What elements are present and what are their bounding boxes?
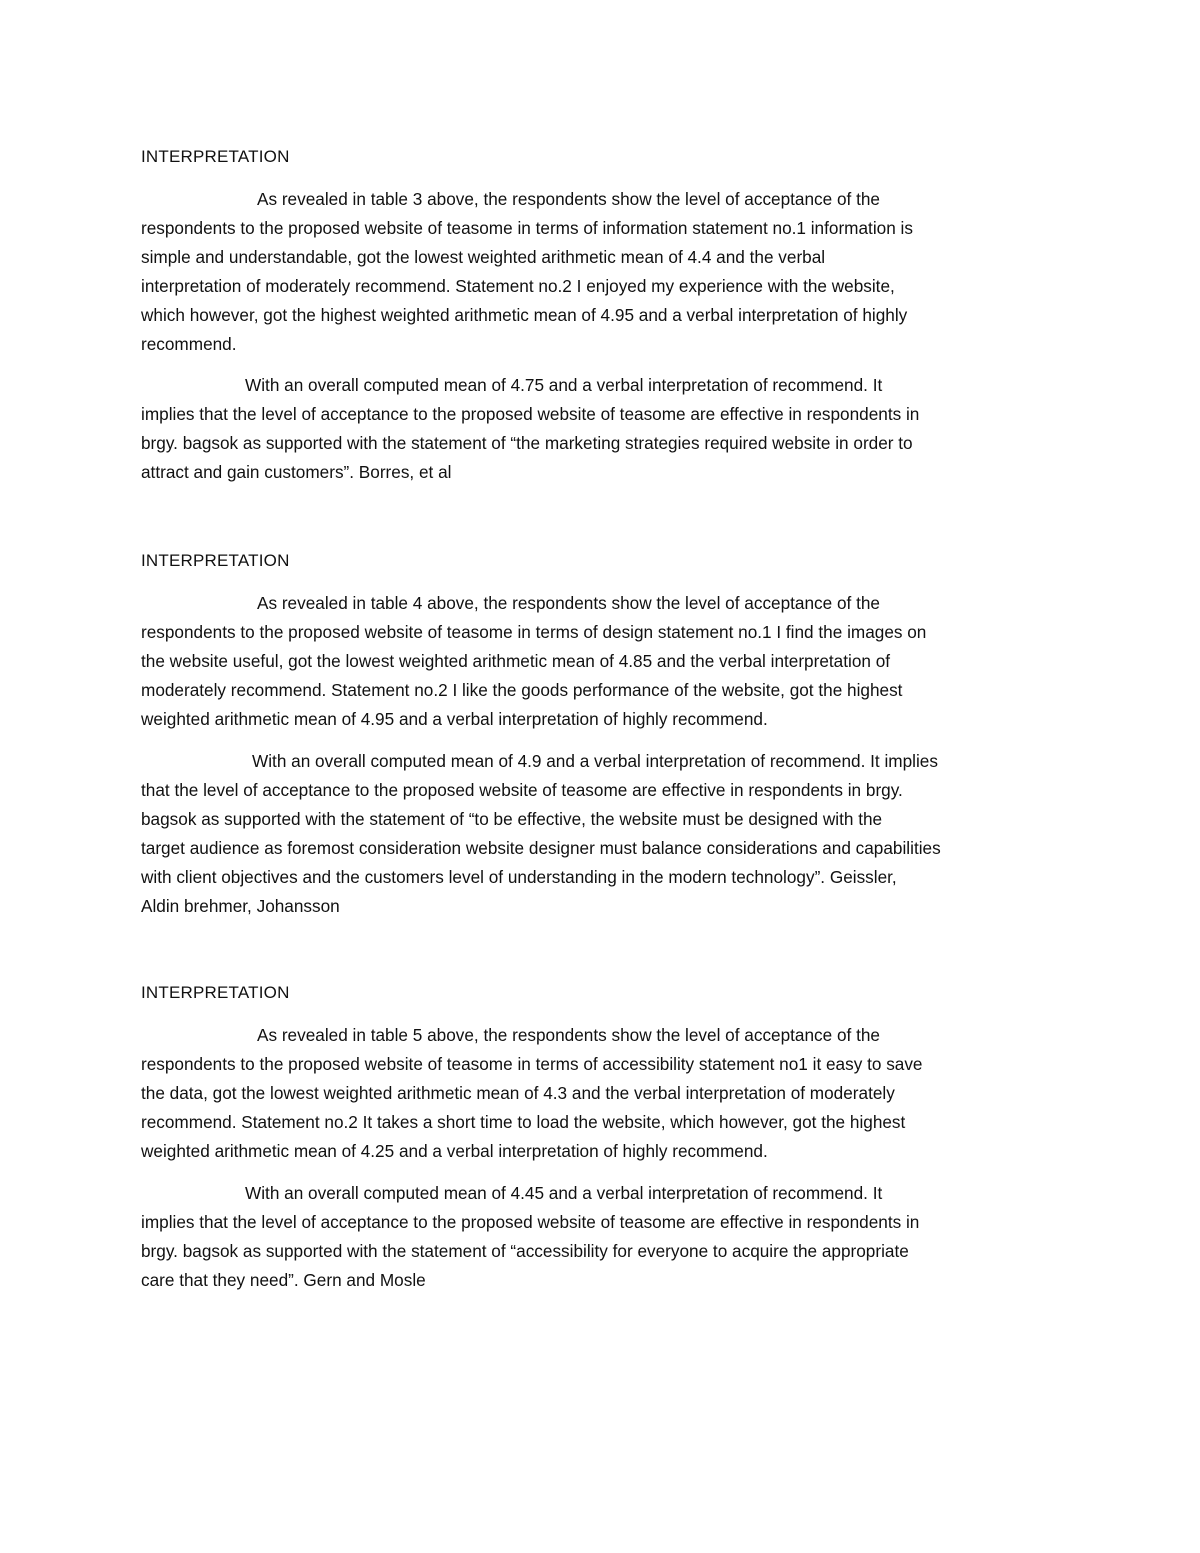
section-paragraph [141, 1021, 1076, 1166]
section-heading: INTERPRETATION [141, 147, 290, 166]
text-line: With an overall computed mean of 4.9 and a verbal interpretation of recommend. It implies [252, 751, 938, 771]
text-line: brgy. bagsok as supported with the statement of “accessibility for everyone to acquire the appropriate [141, 1241, 909, 1261]
text-line: the website useful, got the lowest weighted arithmetic mean of 4.85 and the verbal interpretation of [141, 651, 891, 671]
section-heading: INTERPRETATION [141, 983, 290, 1002]
text-line: bagsok as supported with the statement of “to be effective, the website must be designed with the [141, 809, 883, 829]
section-paragraph [141, 589, 1076, 734]
text-line: brgy. bagsok as supported with the statement of “the marketing strategies required website in order to [141, 433, 913, 453]
text-line: As revealed in table 5 above, the respondents show the level of acceptance of the [257, 1025, 880, 1045]
text-line: With an overall computed mean of 4.75 and a verbal interpretation of recommend. It [245, 375, 883, 395]
text-line: the data, got the lowest weighted arithmetic mean of 4.3 and the verbal interpretation of moderately [141, 1083, 895, 1103]
text-line: respondents to the proposed website of teasome in terms of design statement no.1 I find the images on [141, 622, 927, 642]
text-line: that the level of acceptance to the proposed website of teasome are effective in respondents in brgy. [141, 780, 903, 800]
section-heading: INTERPRETATION [141, 551, 290, 570]
text-line: care that they need”. Gern and Mosle [141, 1270, 426, 1290]
text-line: attract and gain customers”. Borres, et al [141, 462, 452, 482]
text-line: recommend. Statement no.2 It takes a short time to load the website, which however, got the highest [141, 1112, 906, 1132]
text-line: respondents to the proposed website of teasome in terms of information statement no.1 information is [141, 218, 913, 238]
text-line: implies that the level of acceptance to the proposed website of teasome are effective in respondents in [141, 404, 920, 424]
text-line: simple and understandable, got the lowest weighted arithmetic mean of 4.4 and the verbal [141, 247, 826, 267]
section-paragraph [141, 371, 1076, 487]
text-line: interpretation of moderately recommend. Statement no.2 I enjoyed my experience with the website, [141, 276, 895, 296]
text-line: moderately recommend. Statement no.2 I like the goods performance of the website, got the highest [141, 680, 903, 700]
text-line: recommend. [141, 334, 237, 354]
text-line: Aldin brehmer, Johansson [141, 896, 340, 916]
text-line: target audience as foremost consideration website designer must balance considerations and capabilities [141, 838, 941, 858]
section-paragraph [141, 185, 1076, 359]
section-paragraph [141, 1179, 1076, 1295]
text-line: As revealed in table 4 above, the respondents show the level of acceptance of the [257, 593, 880, 613]
text-line: implies that the level of acceptance to the proposed website of teasome are effective in respondents in [141, 1212, 920, 1232]
text-line: As revealed in table 3 above, the respondents show the level of acceptance of the [257, 189, 880, 209]
text-line: weighted arithmetic mean of 4.95 and a verbal interpretation of highly recommend. [141, 709, 768, 729]
section-paragraph [141, 747, 1076, 921]
text-line: weighted arithmetic mean of 4.25 and a verbal interpretation of highly recommend. [141, 1141, 768, 1161]
text-line: respondents to the proposed website of teasome in terms of accessibility statement no1 it easy to save [141, 1054, 923, 1074]
text-line: with client objectives and the customers level of understanding in the modern technology”. Geissler, [141, 867, 897, 887]
text-line: which however, got the highest weighted arithmetic mean of 4.95 and a verbal interpretation of highly [141, 305, 908, 325]
text-line: With an overall computed mean of 4.45 and a verbal interpretation of recommend. It [245, 1183, 883, 1203]
